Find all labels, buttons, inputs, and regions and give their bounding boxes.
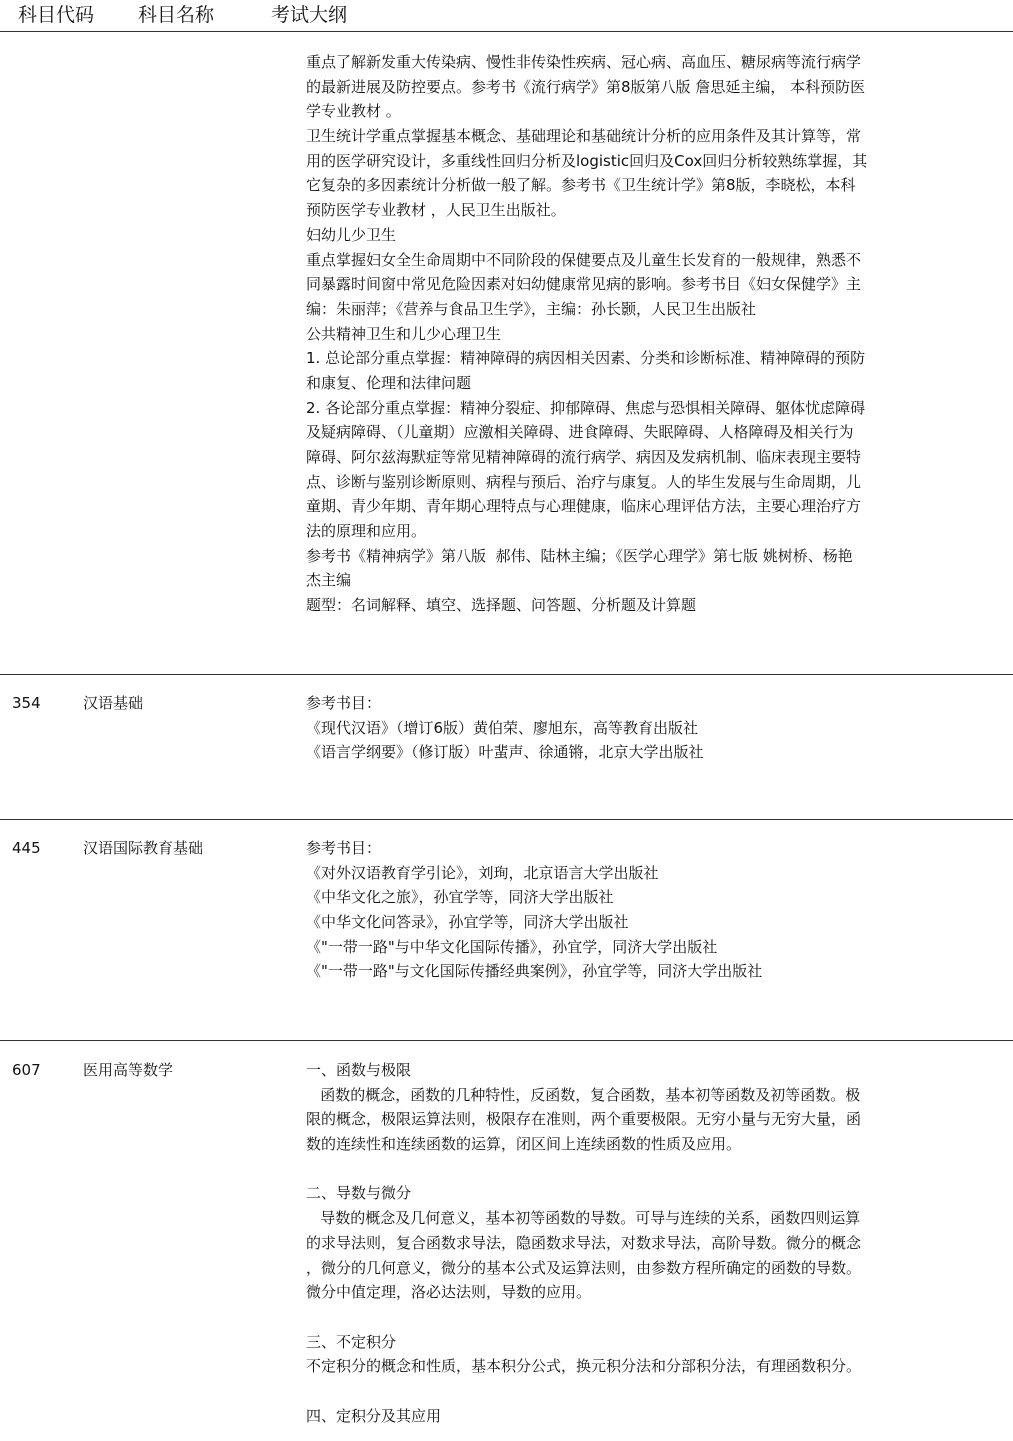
- subject-name: 医用高等数学: [83, 1061, 174, 1079]
- outline-line: 《语言学纲要》（修订版）叶蜚声、徐通锵，北京大学出版社: [306, 743, 704, 762]
- outline-line: 题型：名词解释、填空、选择题、问答题、分析题及计算题: [306, 596, 697, 615]
- outline-line: 障碍、阿尔兹海默症等常见精神障碍的流行病学、病因及发病机制、临床表现主要特: [306, 448, 862, 466]
- subject-row-445: [0, 819, 1013, 1041]
- outline-line: 学专业教材 。: [306, 102, 401, 121]
- subject-name: 汉语国际教育基础: [83, 839, 204, 857]
- outline-line: 童期、青少年期、青年期心理特点与心理健康，临床心理评估方法，主要心理治疗方: [306, 497, 862, 516]
- outline-line: 三、不定积分: [306, 1332, 397, 1351]
- outline-line: 参考书目：: [306, 839, 382, 857]
- outline-line: 妇幼儿少卫生: [306, 225, 397, 244]
- outline-line: 《中华文化问答录》，孙宜学等，同济大学出版社: [306, 913, 629, 932]
- outline-line: 《对外汉语教育学引论》，刘珣，北京语言大学出版社: [306, 863, 659, 882]
- outline-line: 它复杂的多因素统计分析做一般了解。参考书《卫生统计学》第8版，李晓松，本科: [306, 176, 856, 195]
- outline-line: 同暴露时间窗中常见危险因素对妇幼健康常见病的影响。参考书目《妇女保健学》主: [306, 275, 862, 294]
- outline-line: 四、定积分及其应用: [306, 1406, 442, 1425]
- outline-line: 限的概念，极限运算法则，极限存在准则，两个重要极限。无穷小量与无穷大量，函: [306, 1110, 862, 1129]
- outline-line: 一、函数与极限: [306, 1061, 412, 1079]
- subject-row-354: [0, 674, 1013, 820]
- blank-line: [306, 1379, 988, 1404]
- outline-line: 不定积分的概念和性质，基本积分公式，换元积分法和分部积分法，有理函数积分。: [306, 1357, 862, 1376]
- header-code-label: 科目代码: [18, 4, 95, 26]
- outline-line: 数的连续性和连续函数的运算，闭区间上连续函数的性质及应用。: [306, 1135, 742, 1154]
- outline-line: 微分中值定理，洛必达法则，导数的应用。: [306, 1283, 592, 1302]
- subject-code: 607: [12, 1061, 41, 1079]
- subject-code: 354: [12, 694, 41, 712]
- subject-row-607: [0, 1040, 1013, 1441]
- outline-line: 1. 总论部分重点掌握：精神障碍的病因相关因素、分类和诊断标准、精神障碍的预防: [306, 349, 866, 368]
- outline-line: 用的医学研究设计，多重线性回归分析及logistic回归及Cox回归分析较熟练掌握，其: [306, 151, 868, 170]
- outline-line: 和康复、伦理和法律问题: [306, 373, 472, 392]
- outline-line: 导数的概念及几何意义，基本初等函数的导数。可导与连续的关系，函数四则运算: [306, 1209, 861, 1228]
- subject-outline: [306, 691, 988, 765]
- outline-line: 点、诊断与鉴别诊断原则、病程与预后、治疗与康复。人的毕生发展与生命周期，儿: [306, 472, 862, 491]
- outline-line: 二、导数与微分: [306, 1184, 412, 1203]
- outline-line: 参考书《精神病学》第八版 郝伟、陆林主编；《医学心理学》第七版 姚树桥、杨艳: [306, 546, 853, 565]
- subject-outline: [306, 1058, 988, 1428]
- outline-line: 《现代汉语》（增订6版）黄伯荣、廖旭东，高等教育出版社: [306, 718, 699, 737]
- table-header: [0, 0, 1013, 32]
- outline-line: 公共精神卫生和儿少心理卫生: [306, 324, 502, 343]
- outline-line: 《"一带一路"与文化国际传播经典案例》，孙宜学等，同济大学出版社: [306, 962, 763, 981]
- outline-line: 法的原理和应用。: [306, 522, 427, 541]
- header-name-label: 科目名称: [138, 4, 215, 26]
- outline-line: 重点掌握妇女全生命周期中不同阶段的保健要点及儿童生长发育的一般规律，熟悉不: [306, 250, 862, 269]
- subject-code: 445: [12, 839, 41, 857]
- subject-name: 汉语基础: [83, 694, 144, 712]
- outline-line: 函数的概念，函数的几种特性，反函数，复合函数，基本初等函数及初等函数。极: [306, 1085, 861, 1104]
- top-outline-block: [306, 50, 988, 618]
- blank-line: [306, 1305, 988, 1330]
- outline-line: 及疑病障碍、（儿童期）应激相关障碍、进食障碍、失眠障碍、人格障碍及相关行为: [306, 423, 854, 442]
- outline-line: ，微分的几何意义，微分的基本公式及运算法则，由参数方程所确定的函数的导数。: [306, 1258, 862, 1277]
- outline-line: 编：朱丽萍；《营养与食品卫生学》，主编：孙长颢，人民卫生出版社: [306, 299, 757, 318]
- outline-line: 《中华文化之旅》，孙宜学等，同济大学出版社: [306, 888, 614, 907]
- outline-line: 《"一带一路"与中华文化国际传播》，孙宜学，同济大学出版社: [306, 937, 718, 956]
- outline-line: 的最新进展及防控要点。参考书《流行病学》第8版第八版 詹思延主编， 本科预防医: [306, 77, 866, 96]
- outline-line: 卫生统计学重点掌握基本概念、基础理论和基础统计分析的应用条件及其计算等，常: [306, 127, 862, 146]
- outline-line: 重点了解新发重大传染病、慢性非传染性疾病、冠心病、高血压、糖尿病等流行病学: [306, 53, 862, 71]
- header-outline-label: 考试大纲: [271, 4, 348, 26]
- outline-line: 的求导法则，复合函数求导法，隐函数求导法，对数求导法，高阶导数。微分的概念: [306, 1233, 862, 1252]
- subject-outline: [306, 836, 988, 984]
- outline-line: 参考书目：: [306, 694, 382, 712]
- outline-line: 杰主编: [306, 571, 352, 590]
- outline-line: 预防医学专业教材 ，人民卫生出版社。: [306, 201, 566, 220]
- blank-line: [306, 1157, 988, 1182]
- outline-line: 2. 各论部分重点掌握：精神分裂症、抑郁障碍、焦虑与恐惧相关障碍、躯体忧虑障碍: [306, 398, 866, 417]
